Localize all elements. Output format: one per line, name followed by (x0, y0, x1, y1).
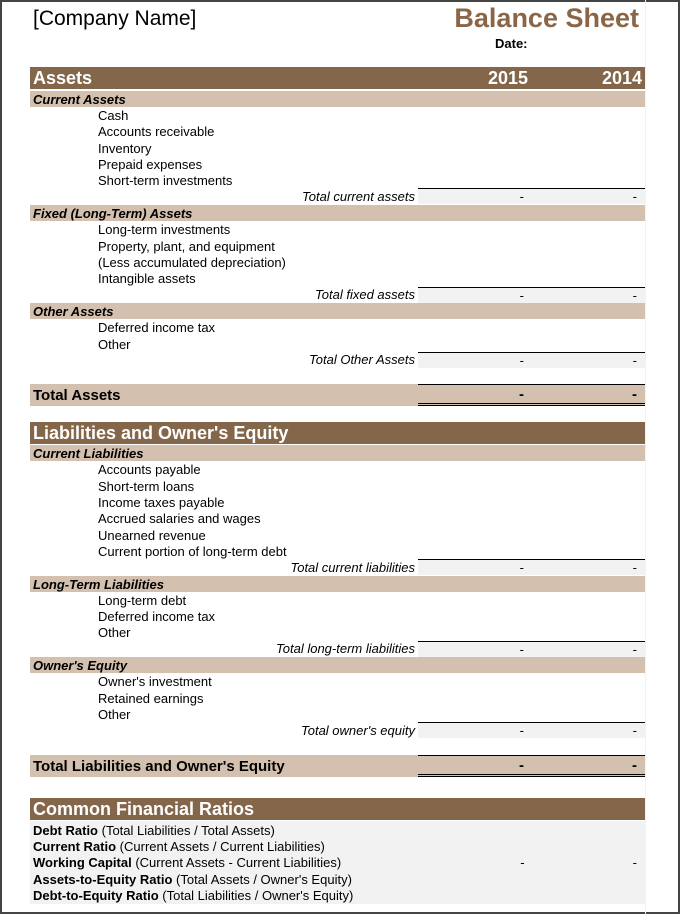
total-label: Total long-term liabilities (276, 641, 415, 657)
total-assets-label: Total Assets (33, 386, 121, 404)
ratio-formula: (Total Assets / Owner's Equity) (172, 871, 352, 887)
value-2014[interactable]: - (632, 757, 637, 774)
line-item[interactable]: Accounts payable (98, 461, 201, 477)
line-item[interactable]: Deferred income tax (98, 319, 216, 335)
current-assets-heading: Current Assets (30, 91, 645, 107)
page-title: Balance Sheet (454, 3, 639, 33)
line-item[interactable]: Long-term investments (98, 221, 231, 237)
line-item[interactable]: Cash (98, 107, 129, 123)
assets-header (30, 67, 645, 89)
line-item[interactable]: Property, plant, and equipment (98, 238, 275, 254)
value-2015[interactable]: - (519, 723, 524, 738)
ratio-row-debt (30, 822, 645, 838)
value-2015[interactable]: - (520, 854, 525, 870)
line-item[interactable]: Intangible assets (98, 270, 196, 286)
line-item[interactable]: Other (98, 624, 131, 640)
total-label: Total current liabilities (290, 559, 415, 575)
owners-equity-heading: Owner's Equity (30, 657, 645, 673)
total-liabilities-equity-row (30, 755, 645, 777)
fixed-assets-heading: Fixed (Long-Term) Assets (30, 205, 645, 221)
ratio-formula: (Current Assets - Current Liabilities) (131, 854, 342, 870)
value-2015[interactable]: - (519, 189, 524, 204)
line-item[interactable]: Prepaid expenses (98, 156, 203, 172)
date-label: Date: (495, 36, 528, 51)
line-item[interactable]: Short-term loans (98, 478, 195, 494)
other-assets-heading: Other Assets (30, 303, 645, 319)
year-2014: 2014 (601, 67, 642, 88)
value-2014[interactable]: - (632, 352, 637, 368)
total-fixed-assets-row (30, 287, 645, 303)
total-label: Total fixed assets (315, 287, 415, 303)
total-other-assets-row (30, 352, 645, 368)
ratio-formula: (Total Liabilities / Total Assets) (98, 822, 275, 838)
ratio-row-debt-to-equity (30, 887, 645, 903)
ratio-formula: (Total Liabilities / Owner's Equity) (158, 887, 354, 903)
ratio-name: Working Capital (33, 854, 132, 870)
value-2014[interactable]: - (632, 386, 637, 403)
total-owners-equity-row (30, 722, 645, 738)
line-item[interactable]: (Less accumulated depreciation) (98, 254, 286, 270)
total-label: Total owner's equity (300, 722, 415, 738)
total-current-assets-row (30, 188, 645, 204)
value-2015[interactable]: - (519, 757, 524, 774)
total-long-term-liabilities-row (30, 641, 645, 657)
value-2015[interactable]: - (519, 641, 524, 657)
line-item[interactable]: Owner's investment (98, 673, 212, 689)
value-2014[interactable]: - (632, 287, 637, 303)
line-item[interactable]: Short-term investments (98, 173, 233, 189)
ratios-header (30, 798, 645, 820)
page-edge (645, 0, 646, 914)
line-item[interactable]: Deferred income tax (98, 608, 216, 624)
line-item[interactable]: Other (98, 706, 131, 722)
line-item[interactable]: Inventory (98, 140, 152, 156)
line-item[interactable]: Accrued salaries and wages (98, 510, 261, 526)
total-current-liabilities-row (30, 559, 645, 575)
ratio-row-working-capital (30, 854, 645, 870)
ratio-name: Debt Ratio (33, 822, 98, 838)
year-2015: 2015 (487, 67, 528, 88)
total-liabilities-equity-label: Total Liabilities and Owner's Equity (33, 757, 285, 775)
value-2014[interactable]: - (632, 560, 637, 575)
ratios-heading: Common Financial Ratios (33, 798, 255, 819)
ratio-row-assets-to-equity (30, 871, 645, 887)
line-item[interactable]: Retained earnings (98, 690, 204, 706)
value-2014[interactable]: - (632, 723, 637, 738)
line-item[interactable]: Long-term debt (98, 592, 187, 608)
assets-heading: Assets (33, 67, 93, 88)
value-2015[interactable]: - (519, 560, 524, 575)
value-2015[interactable]: - (519, 386, 524, 403)
liabilities-heading: Liabilities and Owner's Equity (33, 422, 289, 443)
company-name[interactable]: [Company Name] (33, 7, 197, 30)
line-item[interactable]: Other (98, 336, 131, 352)
line-item[interactable]: Income taxes payable (98, 494, 225, 510)
value-2014[interactable]: - (632, 189, 637, 204)
value-2014[interactable]: - (632, 854, 637, 870)
ratio-formula: (Current Assets / Current Liabilities) (116, 838, 325, 854)
total-assets-row (30, 384, 645, 406)
total-label: Total Other Assets (309, 352, 415, 368)
line-item[interactable]: Current portion of long-term debt (98, 543, 287, 559)
ratio-name: Current Ratio (33, 838, 117, 854)
value-2015[interactable]: - (519, 352, 524, 368)
total-label: Total current assets (302, 188, 415, 204)
ratio-name: Assets-to-Equity Ratio (33, 871, 173, 887)
value-2015[interactable]: - (519, 287, 524, 303)
liabilities-header (30, 422, 645, 444)
value-2014[interactable]: - (632, 641, 637, 657)
line-item[interactable]: Accounts receivable (98, 124, 215, 140)
current-liabilities-heading: Current Liabilities (30, 445, 645, 461)
line-item[interactable]: Unearned revenue (98, 527, 206, 543)
ratio-name: Debt-to-Equity Ratio (33, 887, 159, 903)
long-term-liabilities-heading: Long-Term Liabilities (30, 576, 645, 592)
ratio-row-current (30, 838, 645, 854)
